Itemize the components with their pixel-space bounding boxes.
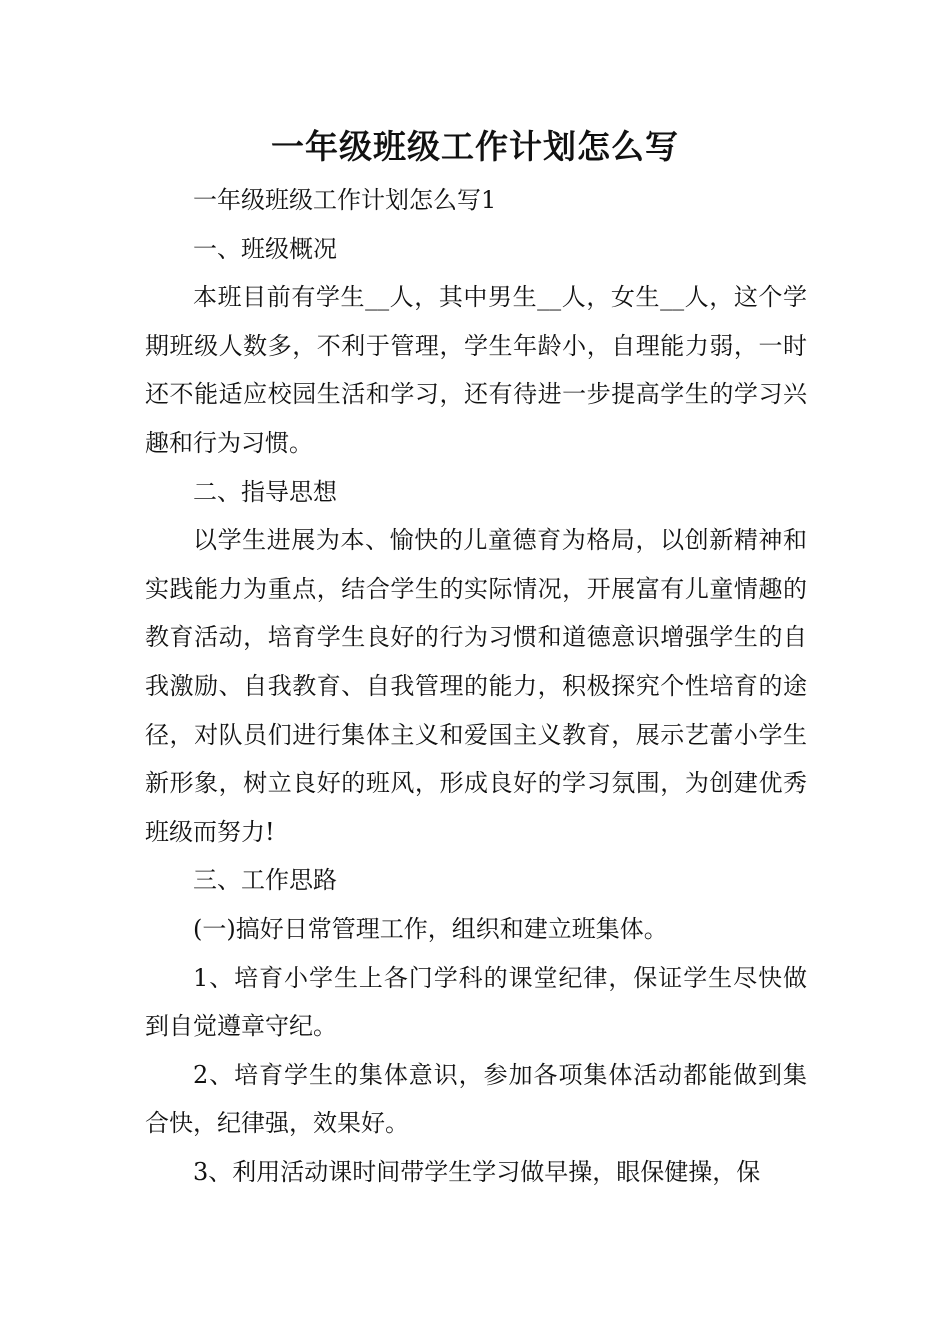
heading-class-overview: 一、班级概况 [193,234,337,263]
document-body [145,176,807,1196]
list-item-2: 2、培育学生的集体意识，参加各项集体活动都能做到集合快，纪律强，效果好。 [145,1060,807,1138]
heading-guiding-thought: 二、指导思想 [193,477,337,506]
list-item-1: 1、培育小学生上各门学科的课堂纪律，保证学生尽快做到自觉遵章守纪。 [145,963,807,1041]
list-item-3: 3、利用活动课时间带学生学习做早操，眼保健操，保 [193,1157,761,1186]
section-subtitle: 一年级班级工作计划怎么写1 [193,186,497,214]
subheading-daily-management: (一)搞好日常管理工作，组织和建立班集体。 [193,914,668,943]
paragraph-class-overview: 本班目前有学生__人，其中男生__人，女生__人，这个学期班级人数多，不利于管理，学生年龄小，自理能力弱，一时还不能适应校园生活和学习，还有待进一步提高学生的学习兴趣和行为习惯。 [145,283,807,457]
heading-work-approach: 三、工作思路 [193,866,337,895]
paragraph-guiding-thought: 以学生进展为本、愉快的儿童德育为格局，以创新精神和实践能力为重点，结合学生的实际情况，开展富有儿童情趣的教育活动，培育学生良好的行为习惯和道德意识增强学生的自我激励、自我教育、自我管理的能力，积极探究个性培育的途径，对队员们进行集体主义和爱国主义教育，展示艺蕾小学生新形象，树立良好的班风，形成良好的学习氛围，为创建优秀班级而努力! [145,526,807,846]
document-title: 一年级班级工作计划怎么写 [271,127,679,166]
